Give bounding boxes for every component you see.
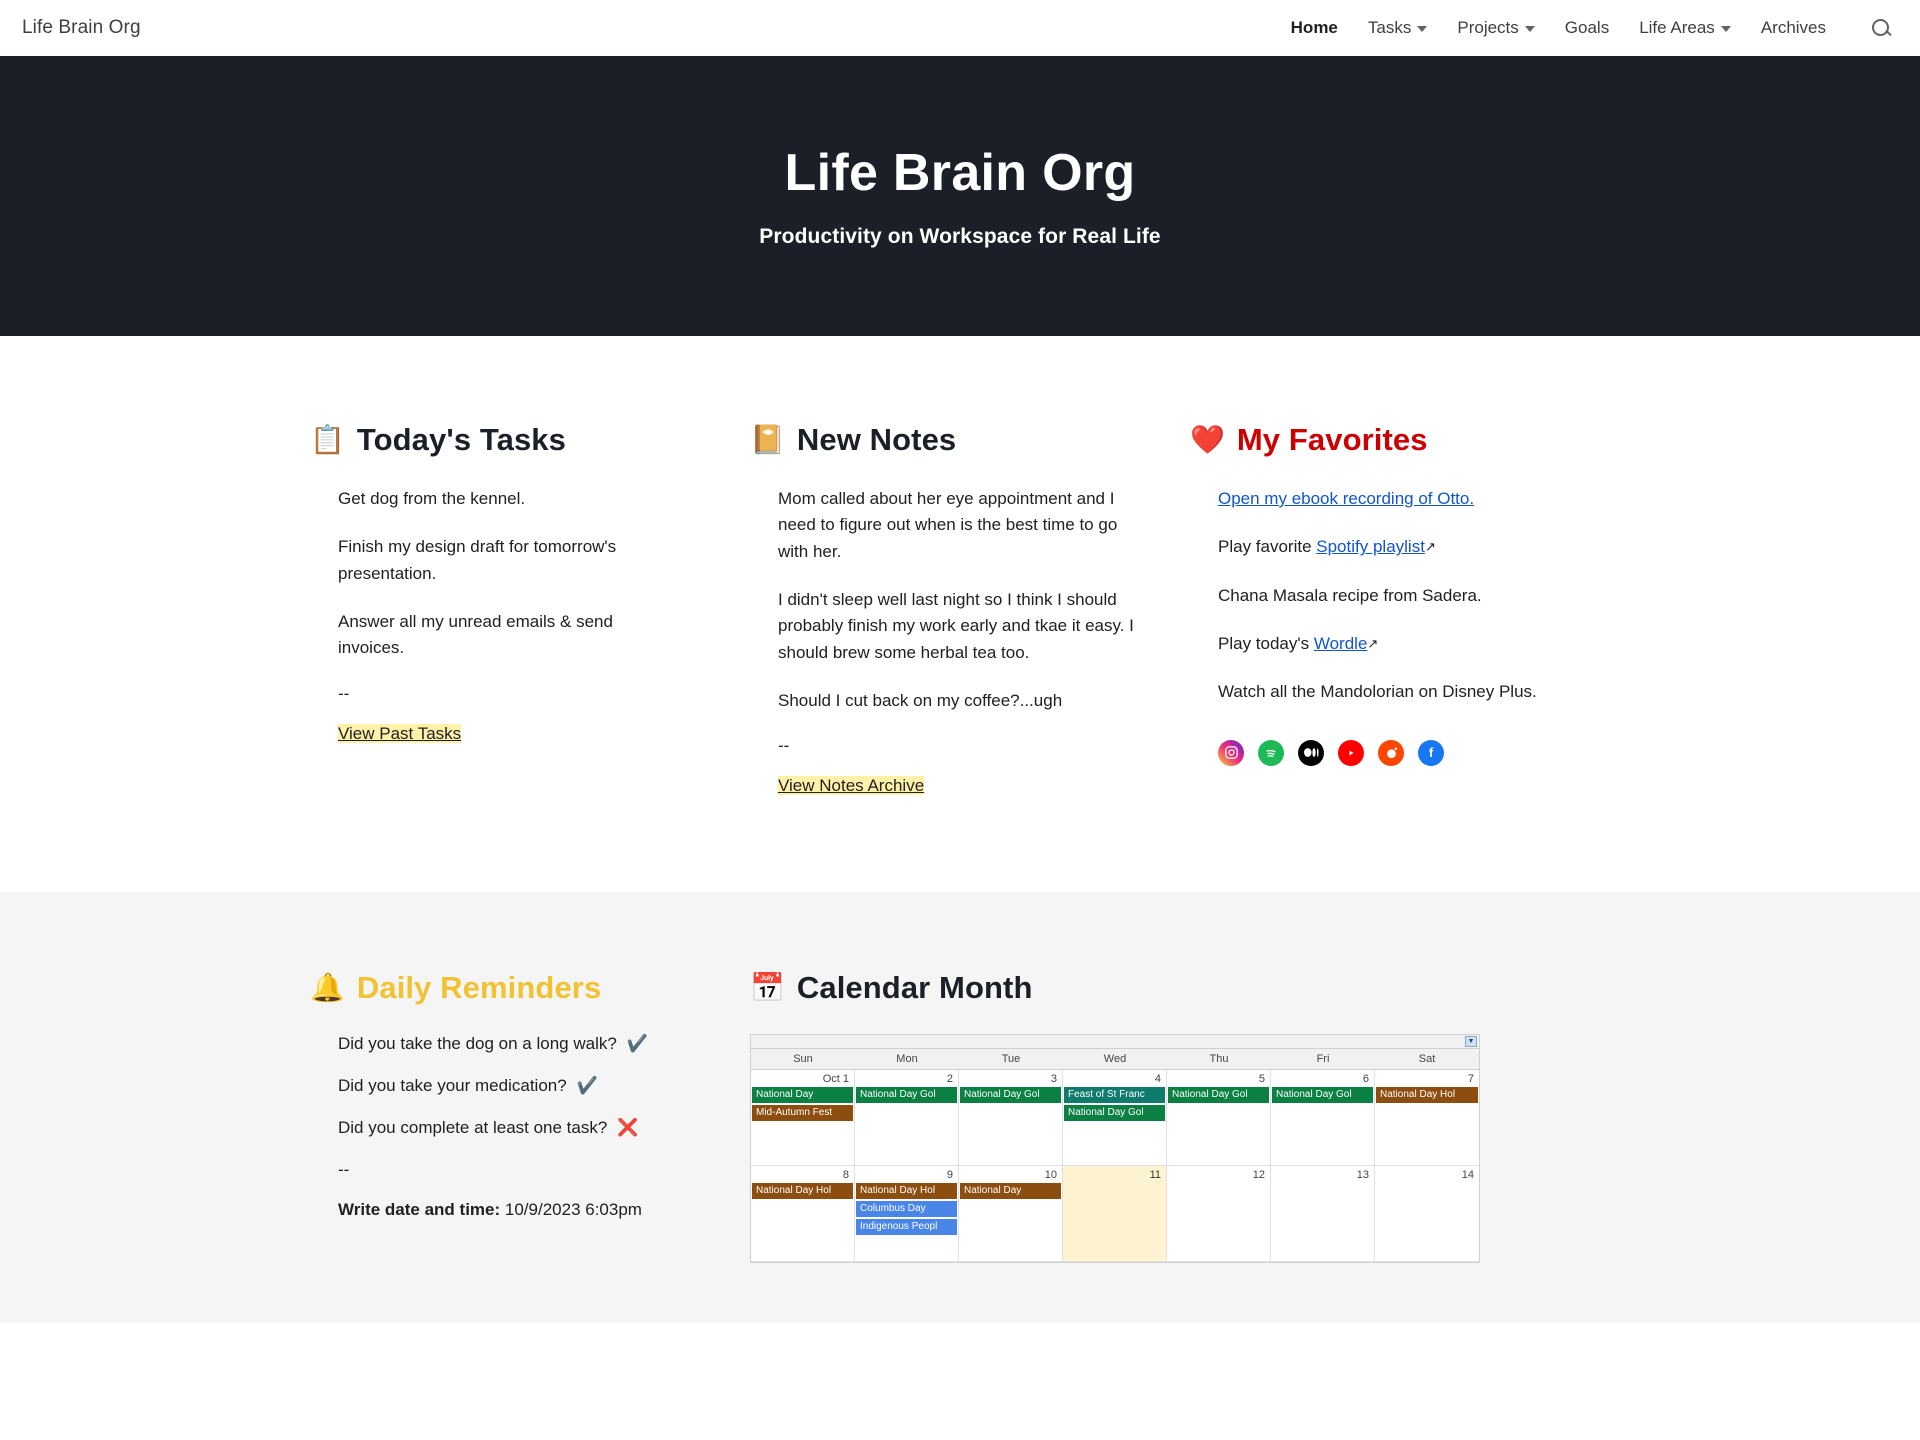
chevron-down-icon xyxy=(1721,26,1731,32)
calendar-month-card xyxy=(750,970,1510,1263)
nav-item-label: Goals xyxy=(1564,17,1610,37)
reminder-text: Did you take the dog on a long walk? xyxy=(338,1034,617,1054)
calendar-day-cell[interactable] xyxy=(1375,1166,1479,1261)
calendar-day-cell[interactable] xyxy=(855,1166,959,1261)
calendar-event-chip[interactable]: National Day Hol xyxy=(752,1183,853,1199)
calendar-dayname: Mon xyxy=(896,1053,918,1066)
calendar-week-row xyxy=(751,1166,1479,1262)
clipboard-icon: 📋 xyxy=(310,424,345,455)
calendar-day-number: 14 xyxy=(1461,1169,1474,1182)
todays-tasks-card xyxy=(310,422,750,796)
calendar-day-cell[interactable] xyxy=(1167,1070,1271,1165)
reminder-text: Did you take your medication? xyxy=(338,1076,567,1096)
favorite-item xyxy=(1218,534,1558,560)
medium-icon[interactable] xyxy=(1298,740,1324,766)
nav-item-life-areas[interactable] xyxy=(1639,18,1731,38)
daily-reminders-card xyxy=(310,970,750,1263)
my-favorites-body xyxy=(1190,486,1580,766)
calendar-day-cell[interactable] xyxy=(751,1070,855,1165)
hero-banner xyxy=(0,56,1920,336)
page-title: Life Brain Org xyxy=(784,144,1136,202)
brand-title[interactable]: Life Brain Org xyxy=(22,16,141,38)
instagram-icon[interactable] xyxy=(1218,740,1244,766)
calendar-day-number: 8 xyxy=(842,1169,849,1182)
calendar-event-chip[interactable]: National Day Gol xyxy=(856,1087,957,1103)
reminder-item xyxy=(338,1118,720,1138)
nav-item-goals[interactable] xyxy=(1565,18,1609,38)
note-item: Mom called about her eye appointment and I need to figure out when is the best time to go with her. xyxy=(778,489,1118,561)
my-favorites-card xyxy=(1190,422,1610,796)
calendar-scroll-down-button[interactable]: ▼ xyxy=(1465,1036,1477,1047)
my-favorites-heading: My Favorites xyxy=(1236,422,1428,457)
chevron-down-icon xyxy=(1525,26,1535,32)
calendar-event-chip[interactable]: National Day Hol xyxy=(856,1183,957,1199)
calendar-day-number: 10 xyxy=(1044,1169,1057,1182)
calendar-day-number: 12 xyxy=(1252,1169,1265,1182)
cross-mark-icon: ❌ xyxy=(617,1118,639,1138)
bell-icon: 🔔 xyxy=(310,972,345,1004)
view-notes-archive-link[interactable]: View Notes Archive xyxy=(778,776,925,796)
calendar-day-number: 6 xyxy=(1362,1073,1369,1086)
write-date-time-value: 10/9/2023 6:03pm xyxy=(504,1200,642,1220)
daily-reminders-header xyxy=(310,970,720,1006)
calendar-day-cell[interactable] xyxy=(1271,1070,1375,1165)
favorite-item xyxy=(1218,583,1558,609)
check-mark-icon: ✔️ xyxy=(576,1076,598,1096)
calendar-day-number: 3 xyxy=(1050,1073,1057,1086)
task-item: Answer all my unread emails & send invoices. xyxy=(338,612,613,658)
notebook-icon: 📔 xyxy=(750,424,785,455)
calendar-toolbar xyxy=(751,1035,1479,1049)
calendar-month-heading: Calendar Month xyxy=(796,970,1033,1006)
nav-item-archives[interactable] xyxy=(1761,18,1826,38)
new-notes-card xyxy=(750,422,1190,796)
calendar-day-number: Oct 1 xyxy=(822,1073,849,1086)
calendar-day-cell-today[interactable] xyxy=(1063,1166,1167,1261)
reminder-item xyxy=(338,1076,720,1096)
calendar-dayname: Thu xyxy=(1209,1053,1229,1066)
calendar-day-number: 13 xyxy=(1356,1169,1369,1182)
calendar-event-chip[interactable]: National Day Gol xyxy=(1272,1087,1373,1103)
calendar-event-chip[interactable]: National Day Gol xyxy=(1064,1105,1165,1121)
calendar-day-number: 5 xyxy=(1258,1073,1265,1086)
calendar-widget[interactable] xyxy=(750,1034,1480,1263)
calendar-event-chip[interactable]: Columbus Day xyxy=(856,1201,957,1217)
nav-item-projects[interactable] xyxy=(1457,18,1534,38)
daily-reminders-heading: Daily Reminders xyxy=(356,970,602,1006)
external-link-icon: ↗ xyxy=(1424,539,1436,555)
calendar-event-chip[interactable]: Indigenous Peopl xyxy=(856,1219,957,1235)
facebook-letter: f xyxy=(1428,745,1434,761)
calendar-day-cell[interactable] xyxy=(1167,1166,1271,1261)
new-notes-heading: New Notes xyxy=(796,422,957,457)
favorite-prefix: Play today's xyxy=(1218,634,1314,654)
task-item: Get dog from the kennel. xyxy=(338,489,526,508)
ebook-recording-link[interactable]: Open my ebook recording of Otto. xyxy=(1218,489,1475,508)
secondary-section xyxy=(0,892,1920,1323)
main-content-section xyxy=(0,336,1920,892)
new-notes-header xyxy=(750,422,1160,458)
task-item: Finish my design draft for tomorrow's presentation. xyxy=(338,537,617,583)
divider-text: -- xyxy=(338,683,350,703)
nav-item-home[interactable] xyxy=(1291,18,1338,38)
favorite-prefix: Watch all the Mandolorian on Disney Plus. xyxy=(1218,682,1537,702)
social-links xyxy=(1218,740,1580,766)
todays-tasks-heading: Today's Tasks xyxy=(356,422,566,457)
new-notes-body xyxy=(750,486,1160,796)
calendar-event-chip[interactable]: Feast of St Franc xyxy=(1064,1087,1165,1103)
calendar-event-chip[interactable]: National Day Gol xyxy=(1168,1087,1269,1103)
write-date-time-line xyxy=(338,1200,720,1220)
nav-links xyxy=(1291,17,1898,39)
note-item: Should I cut back on my coffee?...ugh xyxy=(778,691,1063,711)
heart-icon: ❤️ xyxy=(1190,424,1225,455)
calendar-icon: 📅 xyxy=(750,972,785,1004)
calendar-event-chip[interactable]: National Day Hol xyxy=(1376,1087,1478,1103)
chevron-down-icon xyxy=(1417,26,1427,32)
nav-item-label: Tasks xyxy=(1367,17,1412,37)
calendar-month-header xyxy=(750,970,1480,1006)
wordle-link[interactable]: Wordle xyxy=(1313,634,1368,654)
search-icon[interactable] xyxy=(1870,17,1892,39)
nav-item-tasks[interactable] xyxy=(1368,18,1427,38)
calendar-day-cell[interactable] xyxy=(959,1166,1063,1261)
calendar-day-cell[interactable] xyxy=(959,1070,1063,1165)
spotify-playlist-link[interactable]: Spotify playlist xyxy=(1316,537,1425,557)
favorite-item xyxy=(1218,679,1558,705)
calendar-day-number: 4 xyxy=(1154,1073,1161,1086)
calendar-dayname: Sun xyxy=(793,1053,813,1066)
check-mark-icon: ✔️ xyxy=(626,1034,648,1054)
calendar-day-cell[interactable] xyxy=(855,1070,959,1165)
calendar-day-cell[interactable] xyxy=(1271,1166,1375,1261)
calendar-event-chip[interactable]: National Day xyxy=(752,1087,853,1103)
nav-item-label: Home xyxy=(1290,17,1338,37)
my-favorites-header xyxy=(1190,422,1580,458)
calendar-dayname: Fri xyxy=(1316,1053,1330,1066)
calendar-week-row xyxy=(751,1070,1479,1166)
nav-item-label: Archives xyxy=(1760,17,1826,37)
favorite-prefix: Chana Masala recipe from Sadera. xyxy=(1218,585,1482,605)
calendar-day-number: 11 xyxy=(1149,1169,1161,1182)
reminder-item xyxy=(338,1034,720,1054)
calendar-event-chip[interactable]: National Day Gol xyxy=(960,1087,1061,1103)
view-past-tasks-link[interactable]: View Past Tasks xyxy=(338,723,462,743)
calendar-dayname: Sat xyxy=(1418,1053,1436,1066)
calendar-day-number: 2 xyxy=(946,1073,953,1086)
calendar-event-chip[interactable]: National Day xyxy=(960,1183,1061,1199)
calendar-day-cell[interactable] xyxy=(751,1166,855,1261)
favorite-item xyxy=(1218,631,1558,657)
favorite-item xyxy=(1218,486,1558,512)
todays-tasks-body xyxy=(310,486,720,744)
calendar-day-cell[interactable] xyxy=(1375,1070,1479,1165)
calendar-dayname: Wed xyxy=(1103,1053,1127,1066)
divider-text: -- xyxy=(338,1160,350,1180)
divider-text: -- xyxy=(778,736,790,756)
calendar-day-cell[interactable] xyxy=(1063,1070,1167,1165)
calendar-day-number: 9 xyxy=(946,1169,953,1182)
reminder-text: Did you complete at least one task? xyxy=(338,1118,608,1138)
youtube-icon[interactable] xyxy=(1338,740,1364,766)
nav-item-label: Projects xyxy=(1457,17,1519,37)
nav-item-label: Life Areas xyxy=(1639,17,1715,37)
calendar-day-header-row xyxy=(751,1049,1479,1070)
top-navigation-bar xyxy=(0,0,1920,56)
favorite-prefix: Play favorite xyxy=(1218,537,1317,557)
calendar-event-chip[interactable]: Mid-Autumn Fest xyxy=(752,1105,853,1121)
spotify-icon[interactable] xyxy=(1258,740,1284,766)
write-date-time-label: Write date and time: xyxy=(338,1200,501,1220)
note-item: I didn't sleep well last night so I think I should probably finish my work early and tkae it easy. I should brew some herbal tea too. xyxy=(778,590,1134,662)
page-subtitle: Productivity on Workspace for Real Life xyxy=(759,225,1161,248)
calendar-dayname: Tue xyxy=(1001,1053,1021,1066)
reddit-icon[interactable] xyxy=(1378,740,1404,766)
daily-reminders-body xyxy=(310,1034,720,1220)
external-link-icon: ↗ xyxy=(1367,636,1379,652)
todays-tasks-header xyxy=(310,422,720,458)
calendar-day-number: 7 xyxy=(1467,1073,1474,1086)
facebook-icon[interactable] xyxy=(1418,740,1444,766)
